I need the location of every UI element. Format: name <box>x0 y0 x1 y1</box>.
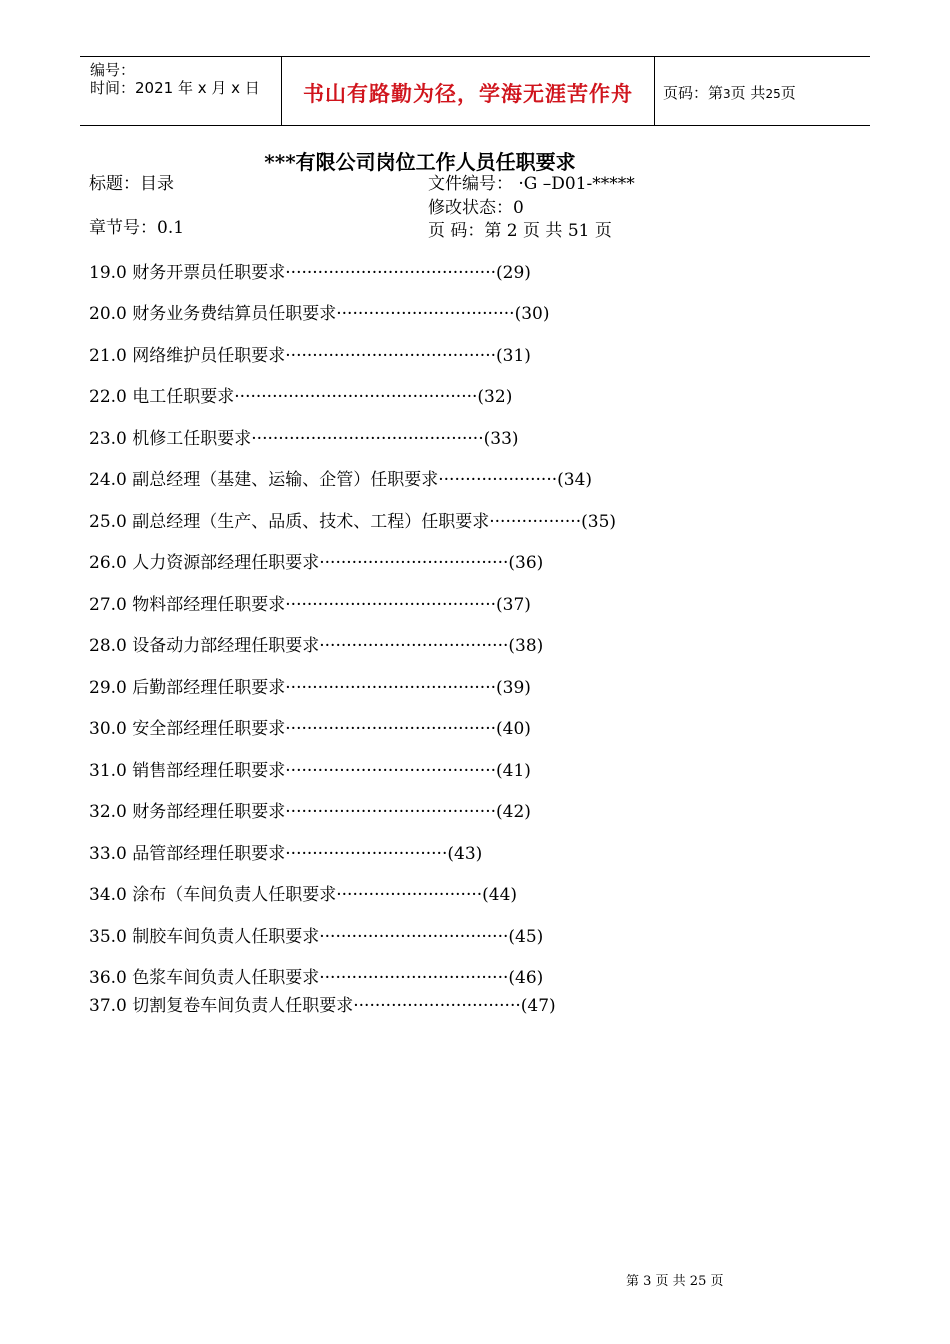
toc-item[interactable]: 24.0 副总经理（基建、运输、企管）任职要求······················(34) <box>89 470 593 490</box>
header-center-cell <box>281 57 655 125</box>
toc-item[interactable]: 21.0 网络维护员任职要求·······································(31) <box>89 346 531 366</box>
toc-item[interactable]: 33.0 品管部经理任职要求······························(43) <box>89 844 483 864</box>
title-label: 标题：目录 <box>89 174 174 194</box>
header-motto: 书山有路勤为径，学海无涯苦作舟 <box>303 82 633 106</box>
doc-page-info: 页 码：第 2 页 共 51 页 <box>428 221 612 241</box>
page-suffix: 页 <box>780 84 796 102</box>
toc-item[interactable]: 20.0 财务业务费结算员任职要求·································(30) <box>89 304 550 324</box>
toc-item[interactable]: 29.0 后勤部经理任职要求·······································(39) <box>89 678 531 698</box>
page-footer: 第 3 页 共 25 页 <box>626 1274 724 1289</box>
toc-item[interactable]: 22.0 电工任职要求·············································(32) <box>89 387 513 407</box>
page-prefix: 页码：第 <box>663 84 724 102</box>
page-number: 3 <box>723 87 731 101</box>
header-page-info <box>663 82 796 103</box>
document-title: ***有限公司岗位工作人员任职要求 <box>264 150 576 174</box>
toc-item[interactable]: 35.0 制胶车间负责人任职要求···································(45) <box>89 927 544 947</box>
toc-item[interactable]: 28.0 设备动力部经理任职要求···································(38) <box>89 636 544 656</box>
toc-item[interactable]: 31.0 销售部经理任职要求·······································(41) <box>89 761 531 781</box>
page-total: 25 <box>765 87 781 101</box>
page-mid: 页 共 <box>730 84 766 102</box>
revision-status: 修改状态：0 <box>428 198 524 218</box>
chapter-number: 章节号：0.1 <box>89 218 185 238</box>
doc-time-label: 时间：2021 年 x 月 x 日 <box>90 79 260 97</box>
header-right-cell <box>655 57 870 125</box>
toc-item[interactable]: 25.0 副总经理（生产、品质、技术、工程）任职要求·················(35) <box>89 512 617 532</box>
header-left-cell <box>80 57 280 125</box>
toc-item[interactable]: 32.0 财务部经理任职要求·······································(42) <box>89 802 531 822</box>
toc-item[interactable]: 34.0 涂布（车间负责人任职要求···························(44) <box>89 885 518 905</box>
doc-number-label: 编号： <box>90 61 136 79</box>
toc-item[interactable]: 23.0 机修工任职要求···········································(33) <box>89 429 519 449</box>
toc-item[interactable]: 27.0 物料部经理任职要求·······································(37) <box>89 595 531 615</box>
toc-item[interactable]: 30.0 安全部经理任职要求·······································(40) <box>89 719 531 739</box>
toc-item[interactable]: 36.0 色浆车间负责人任职要求···································(46) <box>89 968 544 988</box>
file-number: 文件编号： ·G –D01-***** <box>428 174 635 194</box>
page-header <box>80 56 870 126</box>
toc-item[interactable]: 26.0 人力资源部经理任职要求···································(36) <box>89 553 544 573</box>
toc-item[interactable]: 19.0 财务开票员任职要求·······································(29) <box>89 263 531 283</box>
toc-item[interactable]: 37.0 切割复卷车间负责人任职要求·······························(47) <box>89 996 556 1016</box>
